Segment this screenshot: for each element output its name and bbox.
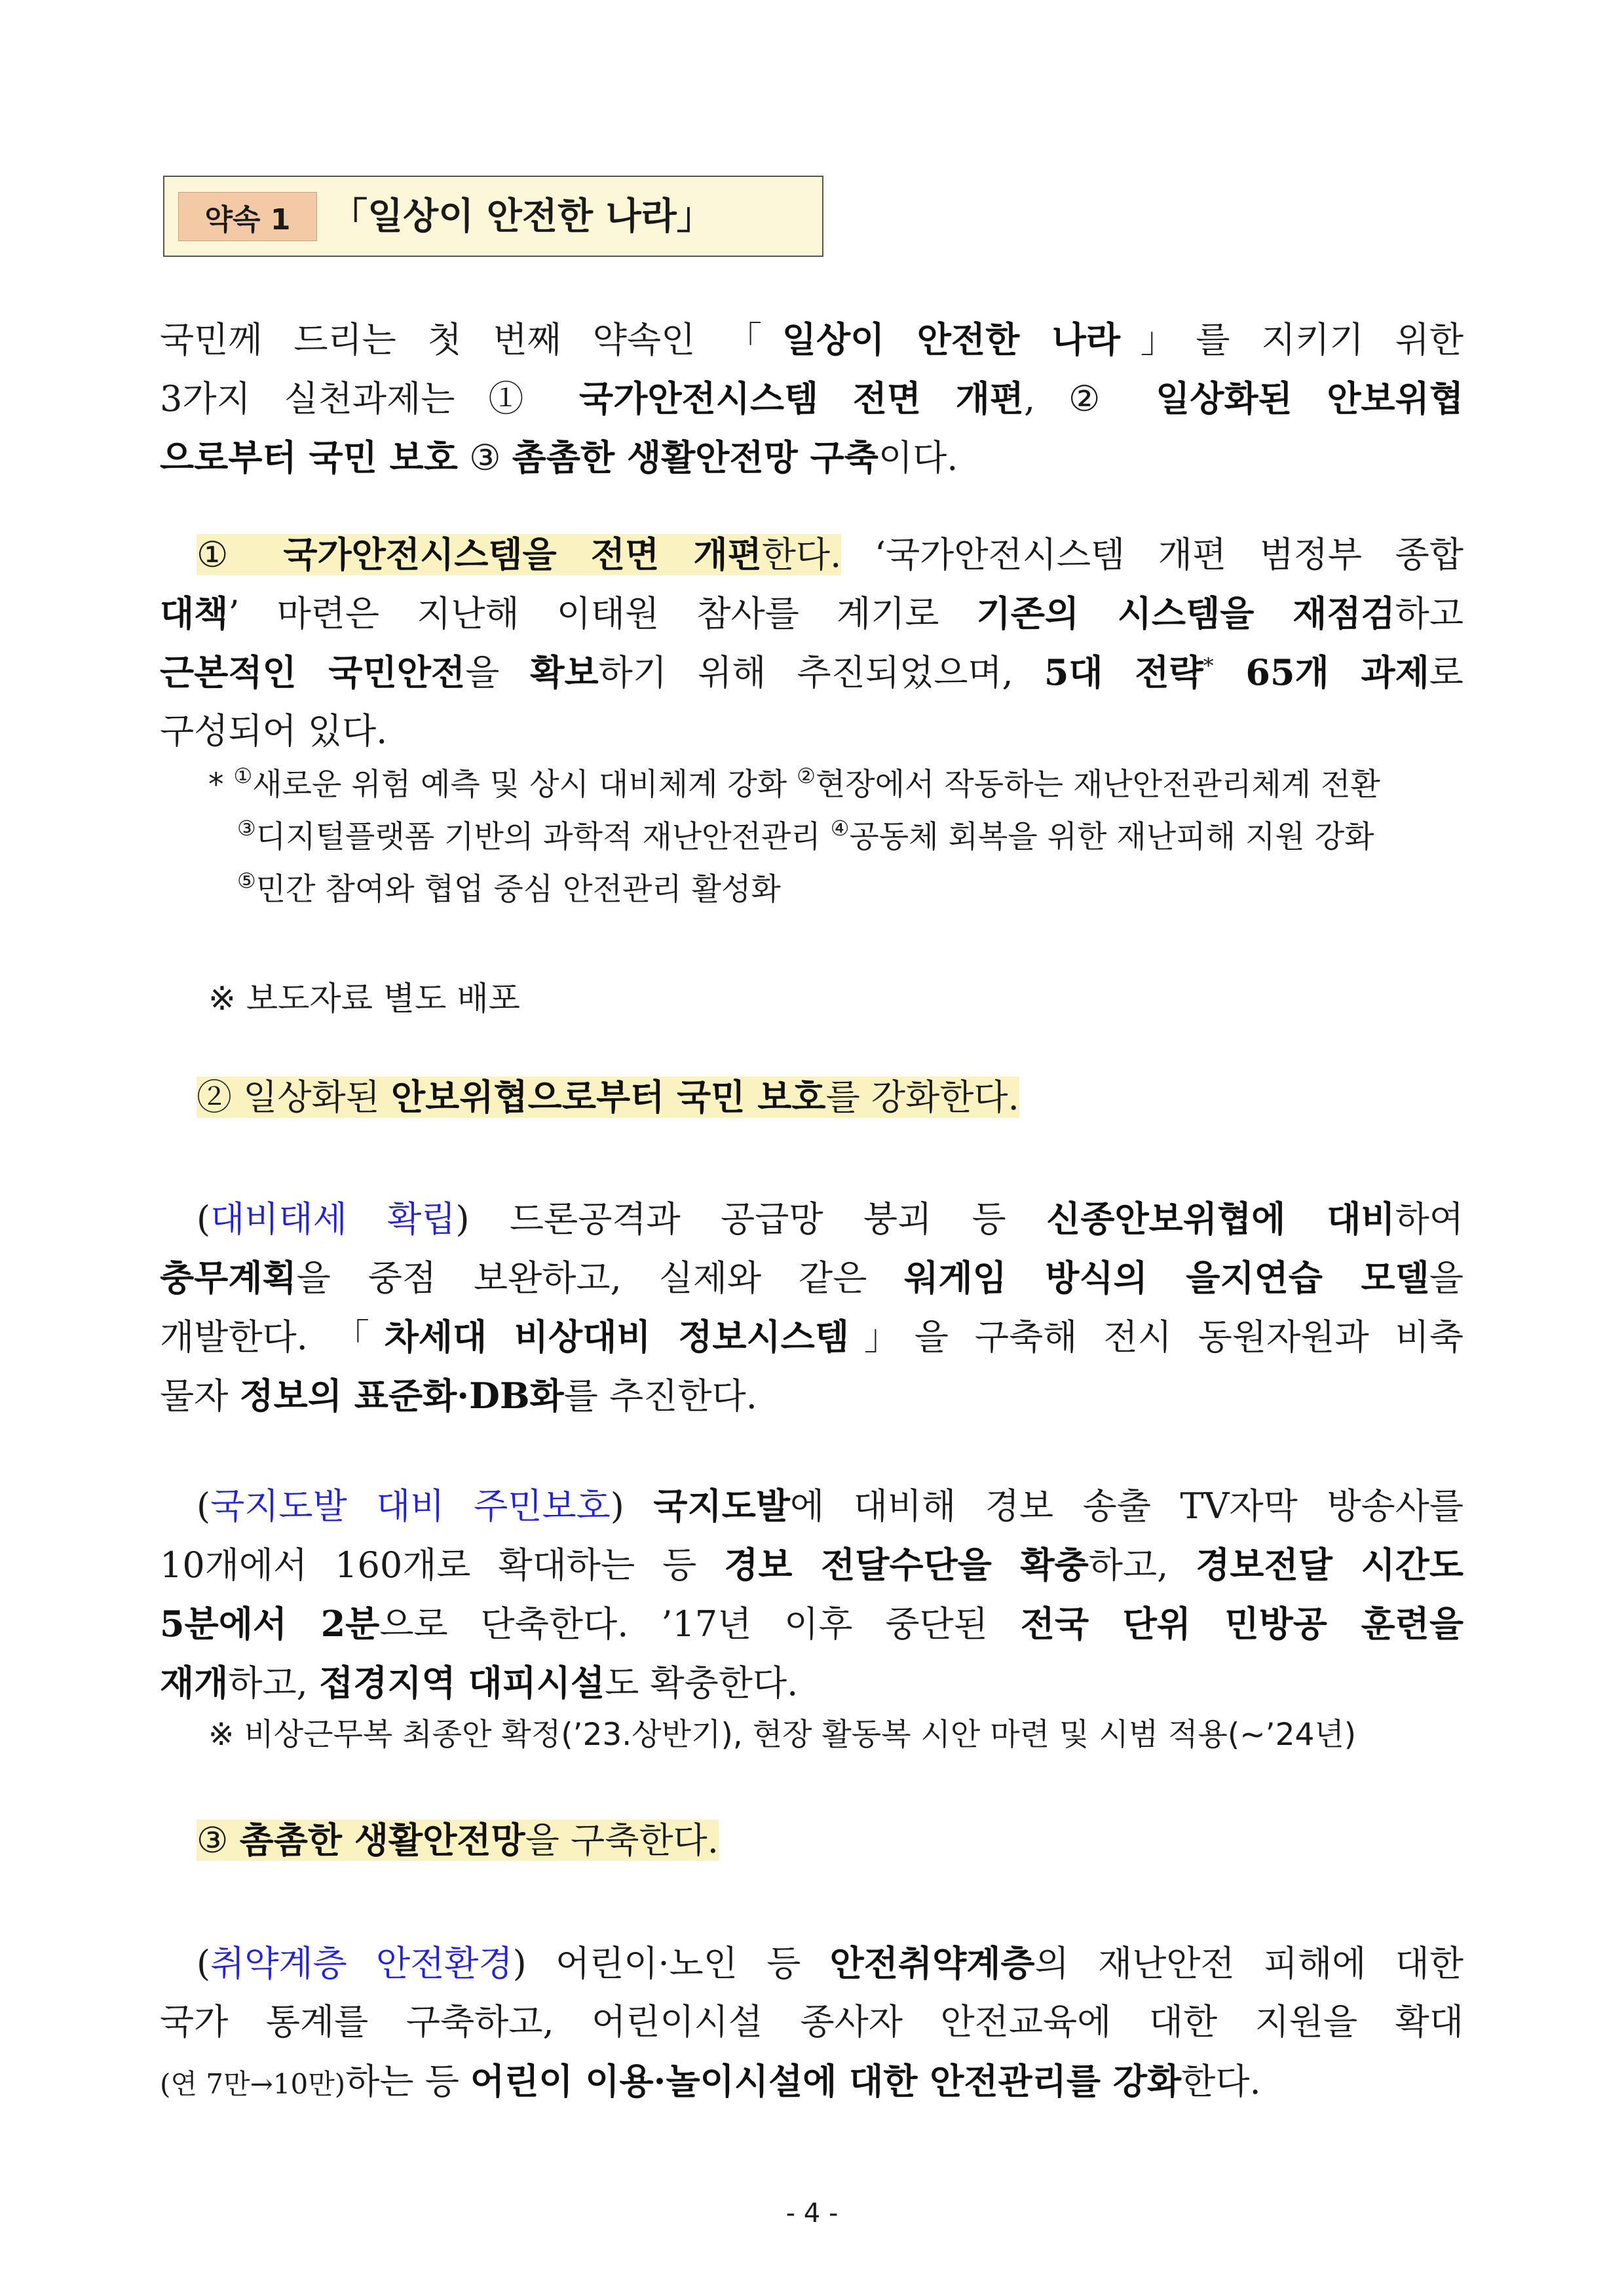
s2-p2-line-3: 5분에서 2분으로 단축한다. ’17년 이후 중단된 전국 단위 민방공 훈련을 <box>160 1603 1463 1645</box>
s2-p2-note: ※ 비상근무복 최종안 확정(’23.상반기), 현장 활동복 시안 마련 및 시범 적용(~’24년) <box>208 1717 1357 1753</box>
press-release-note: ※ 보도자료 별도 배포 <box>208 980 520 1018</box>
s3-p1-line-1: (취약계층 안전환경) 어린이·노인 등 안전취약계층의 재난안전 피해에 대한 <box>197 1942 1463 1984</box>
s3-p1-line-2: 국가 통계를 구축하고, 어린이시설 종사자 안전교육에 대한 지원을 확대 <box>160 2001 1463 2042</box>
s2-p1-line-1: (대비태세 확립) 드론공격과 공급망 붕괴 등 신종안보위협에 대비하여 <box>197 1198 1463 1240</box>
footnote-line-1: * ①새로운 위험 예측 및 상시 대비체계 강화 ②현장에서 작동하는 재난안전관리체계 전환 <box>208 763 1380 803</box>
s2-heading: ② 일상화된 안보위협으로부터 국민 보호를 강화한다. <box>197 1076 1019 1118</box>
s2-p2-line-4: 재개하고, 접경지역 대피시설도 확충한다. <box>160 1662 799 1704</box>
s2-p1-line-3: 개발한다. 「차세대 비상대비 정보시스템」을 구축해 전시 동원자원과 비축 <box>160 1316 1463 1358</box>
intro-line-2: 3가지 실천과제는 ① 국가안전시스템 전면 개편, ② 일상화된 안보위협 <box>160 377 1464 419</box>
s2-p1-line-4: 물자 정보의 표준화·DB화를 추진한다. <box>160 1375 757 1417</box>
s3-p1-line-3: (연 7만→10만)하는 등 어린이 이용·놀이시설에 대한 안전관리를 강화한다. <box>160 2060 1261 2102</box>
s1-line-4: 구성되어 있다. <box>160 710 388 752</box>
page-number: - 4 - <box>785 2198 839 2229</box>
s2-p2-line-2: 10개에서 160개로 확대하는 등 경보 전달수단을 확충하고, 경보전달 시간도 <box>160 1544 1463 1586</box>
footnote-line-3: ⑤민간 참여와 협업 중심 안전관리 활성화 <box>237 868 781 908</box>
s1-line-2: 대책’ 마련은 지난해 이태원 참사를 계기로 기존의 시스템을 재점검하고 <box>160 592 1463 634</box>
footnote-line-2: ③디지털플랫폼 기반의 과학적 재난안전관리 ④공동체 회복을 위한 재난피해 지원 강화 <box>237 816 1374 855</box>
s1-line-3: 근본적인 국민안전을 확보하기 위해 추진되었으며, 5대 전략* 65개 과제로 <box>160 651 1463 693</box>
promise-tag: 약속 1 <box>178 192 317 241</box>
s1-heading-line: ① 국가안전시스템을 전면 개편한다. ‘국가안전시스템 개편 범정부 종합 <box>197 533 1463 575</box>
s2-p2-line-1: (국지도발 대비 주민보호) 국지도발에 대비해 경보 송출 TV자막 방송사를 <box>197 1485 1463 1527</box>
s3-heading: ③ 촘촘한 생활안전망을 구축한다. <box>197 1819 719 1861</box>
intro-line-1: 국민께 드리는 첫 번째 약속인 「일상이 안전한 나라」를 지키기 위한 <box>160 318 1463 360</box>
promise-title: 「일상이 안전한 나라」 <box>331 195 713 238</box>
intro-line-3: 으로부터 국민 보호 ③ 촘촘한 생활안전망 구축이다. <box>160 436 958 478</box>
s2-p1-line-2: 충무계획을 중점 보완하고, 실제와 같은 워게임 방식의 을지연습 모델을 <box>160 1257 1463 1299</box>
